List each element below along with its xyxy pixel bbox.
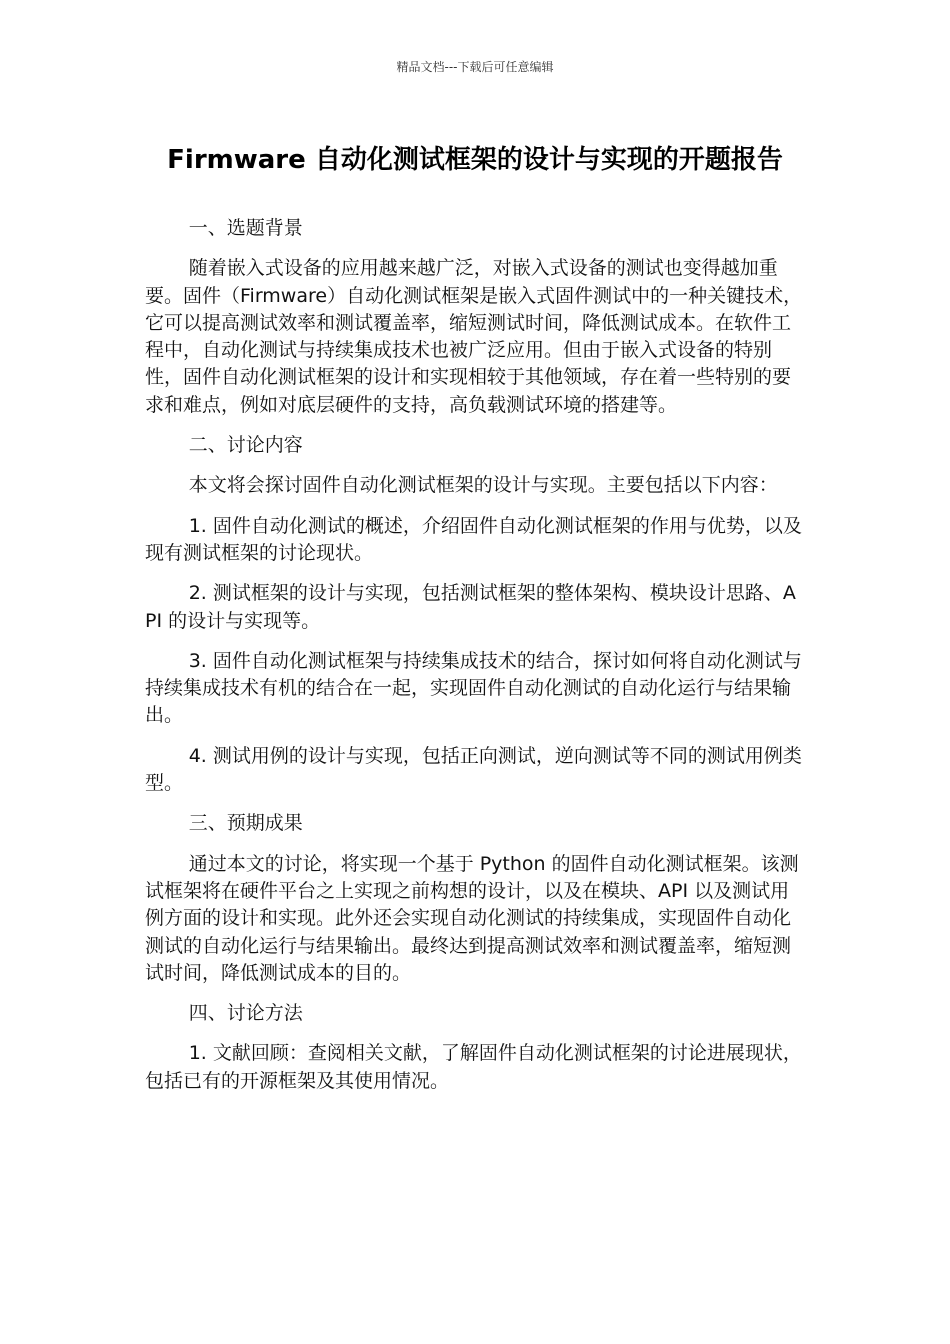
paragraph-content-item-2: 2. 测试框架的设计与实现，包括测试框架的整体架构、模块设计思路、API 的设计与实现等。: [145, 582, 796, 632]
paragraph-content-item-3: 3. 固件自动化测试框架与持续集成技术的结合，探讨如何将自动化测试与持续集成技术有机的结合在一起，实现固件自动化测试的自动化运行与结果输出。: [145, 649, 802, 727]
document-title: Firmware 自动化测试框架的设计与实现的开题报告: [167, 145, 783, 175]
section-heading-background: 一、选题背景: [188, 217, 303, 239]
paragraph-methods-item-1: 1. 文献回顾：查阅相关文献，了解固件自动化测试框架的讨论进展现状，包括已有的开源框架及其使用情况。: [145, 1042, 802, 1092]
section-heading-content: 二、讨论内容: [188, 434, 303, 457]
paragraph-background: 随着嵌入式设备的应用越来越广泛，对嵌入式设备的测试也变得越加重要。固件（Firmware）自动化测试框架是嵌入式固件测试中的一种关键技术，它可以提高测试效率和测试覆盖率，缩短测试时间，降低测试成本。在软件工程中，自动化测试与持续集成技术也被广泛应用。但由于嵌入式设备的特别性，固件自动化测试框架的设计和实现相较于其他领域，存在着一些特别的要求和难点，例如对底层硬件的支持，高负载测试环境的搭建等。: [145, 257, 803, 416]
paragraph-results: 通过本文的讨论，将实现一个基于 Python 的固件自动化测试框架。该测试框架将在硬件平台之上实现之前构想的设计，以及在模块、API 以及测试用例方面的设计和实现。此外还会实现自动化测试的持续集成，实现固件自动化测试的自动化运行与结果输出。最终达到提高测试效率和测试覆盖率，缩短测试时间，降低测试成本的目的。: [145, 852, 799, 984]
paragraph-content-item-4: 4. 测试用例的设计与实现，包括正向测试，逆向测试等不同的测试用例类型。: [145, 744, 802, 795]
section-heading-results: 三、预期成果: [188, 812, 303, 835]
section-heading-methods: 四、讨论方法: [188, 1002, 303, 1025]
page-header-note: 精品文档---下载后可任意编辑: [396, 60, 554, 74]
paragraph-content-item-1: 1. 固件自动化测试的概述，介绍固件自动化测试框架的作用与优势，以及现有测试框架的讨论现状。: [145, 514, 802, 564]
document-body: [145, 215, 807, 1108]
paragraph-content-intro: 本文将会探讨固件自动化测试框架的设计与实现。主要包括以下内容：: [188, 474, 778, 497]
